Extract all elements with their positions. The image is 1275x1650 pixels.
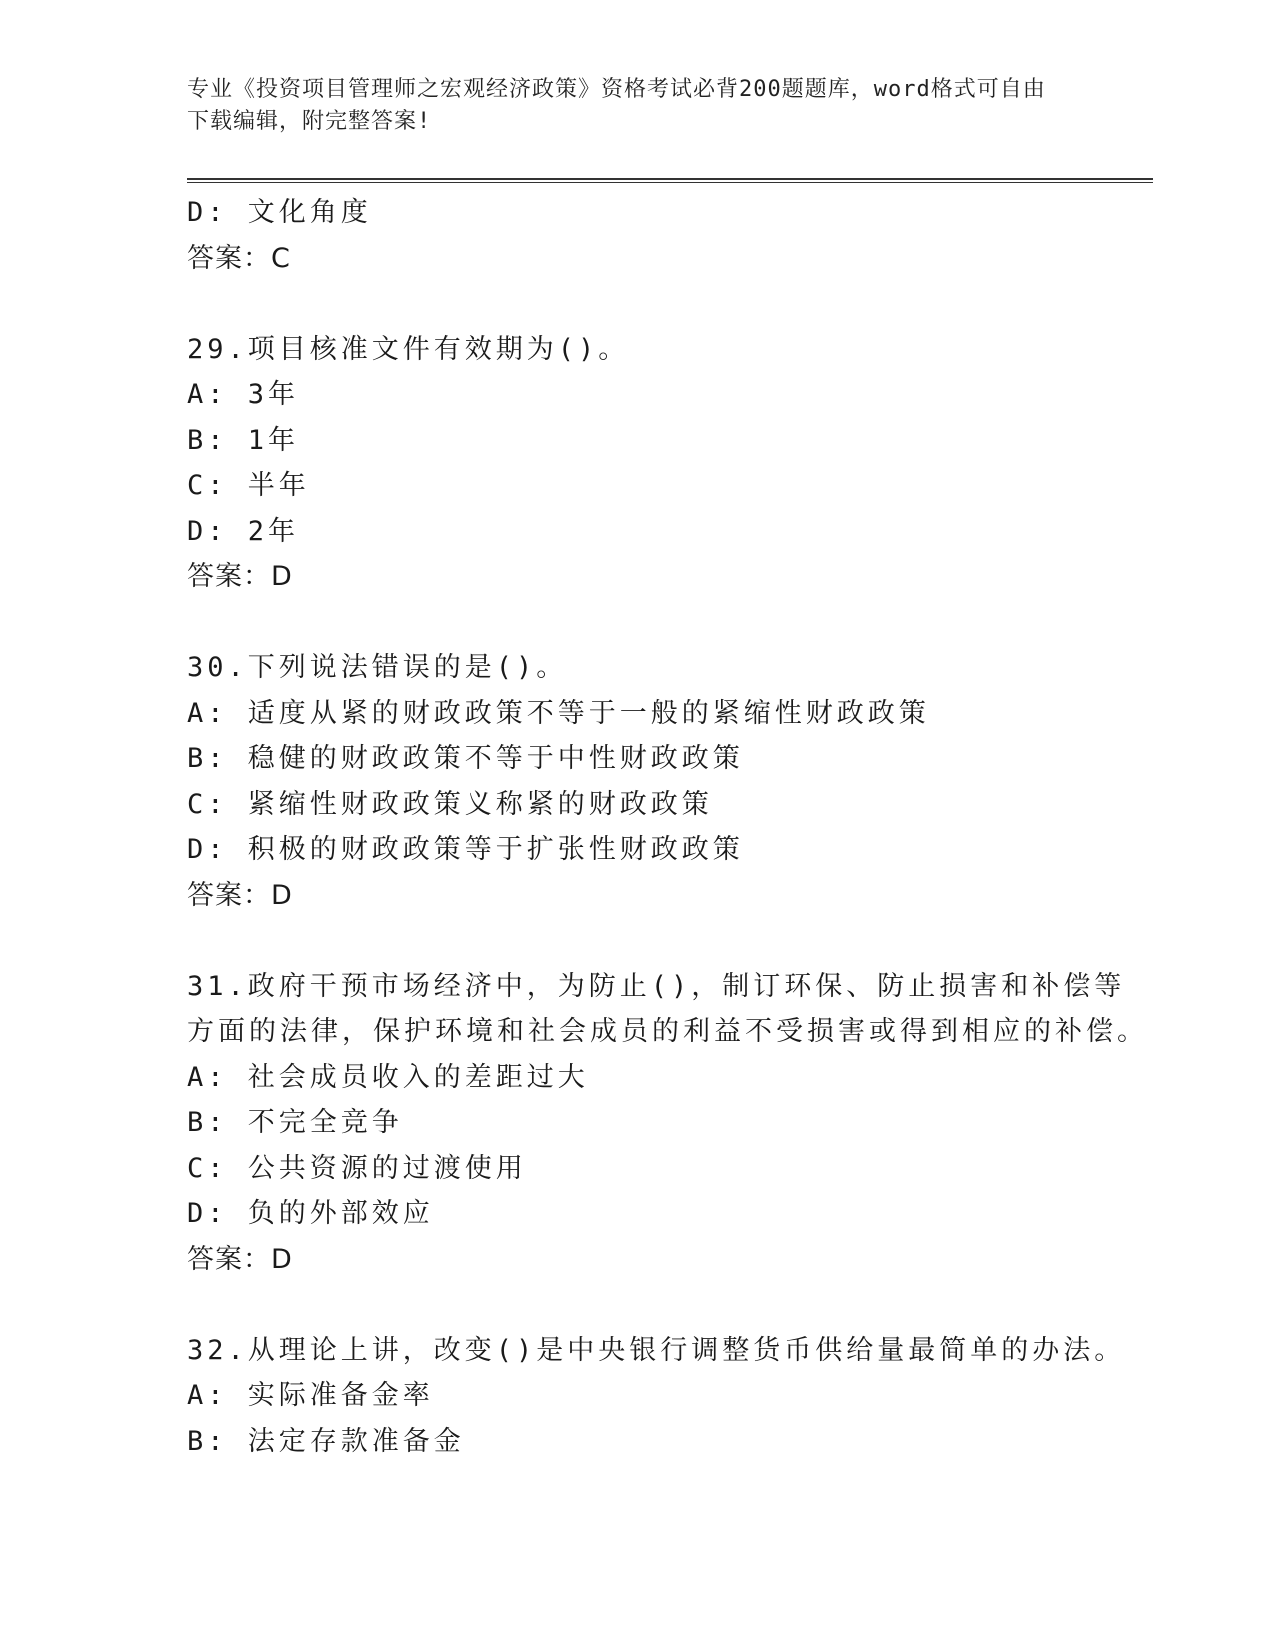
answer-line: 答案：D	[187, 879, 293, 911]
question-text: 29.项目核准文件有效期为()。	[187, 333, 630, 365]
option-a: A: 社会成员收入的差距过大	[187, 1061, 589, 1093]
option-b: B: 不完全竞争	[187, 1107, 403, 1138]
option-c: C: 半年	[187, 470, 310, 501]
option-c: C: 公共资源的过渡使用	[187, 1152, 527, 1184]
option-a: A: 3年	[187, 379, 300, 410]
spacer	[187, 1282, 1153, 1328]
spacer	[187, 281, 1153, 327]
option-a: A: 适度从紧的财政政策不等于一般的紧缩性财政政策	[187, 697, 930, 729]
question-text: 32.从理论上讲，改变()是中央银行调整货币供给量最简单的办法。	[187, 1334, 1126, 1366]
question-block	[187, 645, 1153, 918]
answer-line: 答案：C	[187, 242, 291, 274]
question-block	[187, 964, 1153, 1283]
document-header: 专业《投资项目管理师之宏观经济政策》资格考试必背200题题库，word格式可自由下载编辑，附完整答案!	[187, 77, 1046, 134]
option-c: C: 紧缩性财政政策义称紧的财政政策	[187, 788, 713, 820]
option-b: B: 1年	[187, 424, 300, 456]
option-d: D: 2年	[187, 515, 300, 547]
question-text: 31.政府干预市场经济中，为防止()，制订环保、防止损害和补偿等方面的法律，保护环境和社会成员的利益不受损害或得到相应的补偿。	[187, 970, 1148, 1047]
question-block	[187, 1328, 1153, 1465]
spacer	[187, 918, 1153, 964]
answer-line: 答案：D	[187, 561, 293, 592]
question-list	[187, 190, 1153, 1464]
option-b: B: 法定存款准备金	[187, 1425, 465, 1457]
answer-line: 答案：D	[187, 1243, 293, 1275]
question-text: 30.下列说法错误的是()。	[187, 652, 568, 683]
option-a: A: 实际准备金率	[187, 1380, 434, 1411]
option-d: D: 文化角度	[187, 197, 372, 228]
header-divider	[187, 178, 1153, 183]
option-b: B: 稳健的财政政策不等于中性财政政策	[187, 743, 744, 774]
question-block	[187, 327, 1153, 600]
option-d: D: 负的外部效应	[187, 1198, 434, 1229]
spacer	[187, 600, 1153, 646]
option-d: D: 积极的财政政策等于扩张性财政政策	[187, 834, 744, 865]
